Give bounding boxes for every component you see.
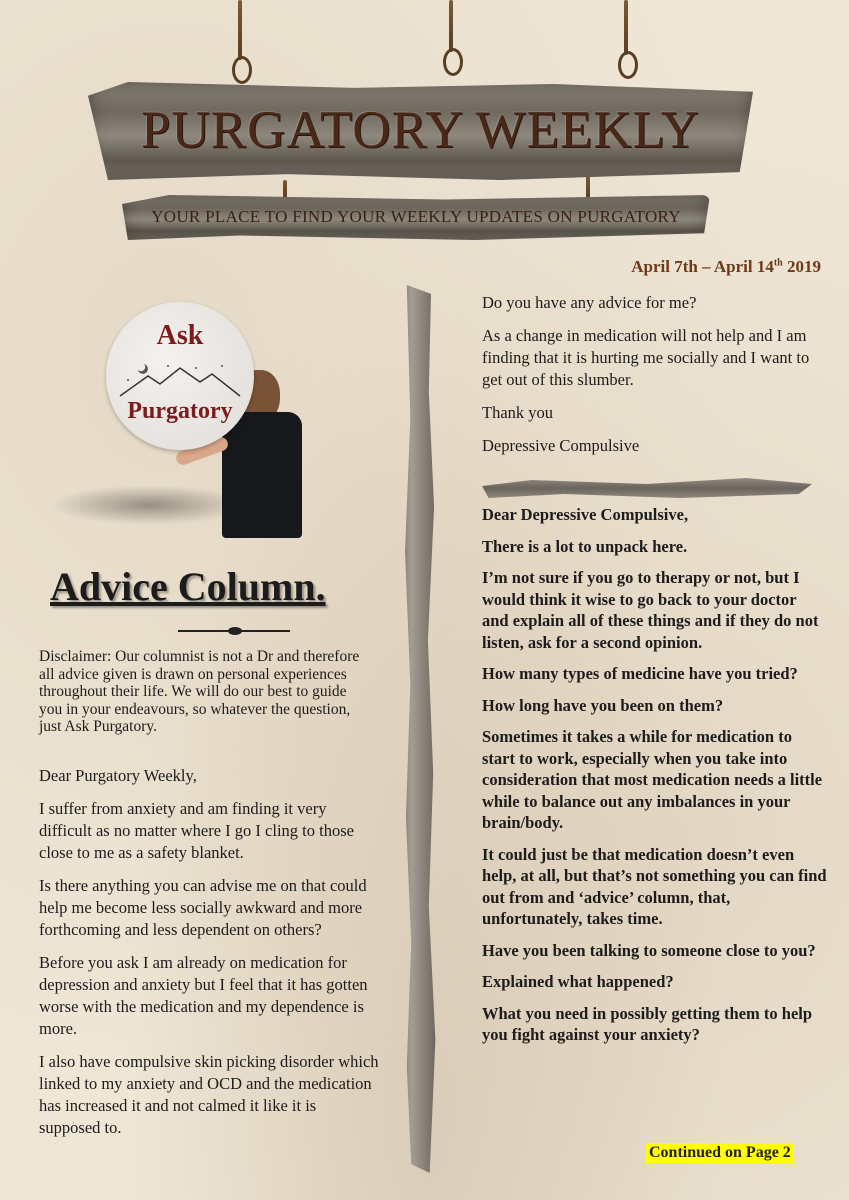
rope-loop-right	[618, 51, 638, 79]
reply-paragraph: How many types of medicine have you tried?	[482, 664, 798, 683]
person-body	[222, 412, 302, 538]
reply-paragraph: There is a lot to unpack here.	[482, 536, 688, 556]
rope-left	[238, 0, 242, 60]
small-plank-divider	[482, 478, 812, 498]
illustration-shadow	[50, 485, 250, 525]
disclaimer: Disclaimer: Our columnist is not a Dr and therefore all advice given is drawn on personal experiences throughout their life. We will do our best to guide you in your endeavours, so whatever the question, just Ask Purgatory.	[39, 648, 360, 735]
wooden-pole-divider	[398, 285, 442, 1173]
letter-paragraph: Before you ask I am already on medication for depression and anxiety but I feel that it has gotten worse with the medication and my dependence is more.	[39, 953, 368, 1038]
letter-paragraph: Do you have any advice for me?	[482, 293, 697, 312]
masthead-subtitle: YOUR PLACE TO FIND YOUR WEEKLY UPDATES ON PURGATORY	[151, 207, 681, 226]
rope-connector-right	[586, 176, 590, 198]
letter-paragraph: As a change in medication will not help and I am finding that it is hurting me socially and I want to get out of this slumber.	[482, 326, 810, 389]
logo-text-purgatory: Purgatory	[127, 398, 233, 424]
ask-purgatory-logo	[106, 302, 254, 450]
letter-greeting: Dear Purgatory Weekly,	[39, 766, 197, 785]
letter-paragraph: I also have compulsive skin picking disorder which linked to my anxiety and OCD and the medication has increased it and not calmed it like it is supposed to.	[39, 1052, 379, 1137]
logo-text-ask: Ask	[156, 320, 204, 351]
reply-column	[482, 504, 827, 1056]
reply-paragraph: Have you been talking to someone close to you?	[482, 940, 816, 960]
reply-paragraph: What you need in possibly getting them to help you fight against your anxiety?	[482, 1003, 813, 1044]
letter-paragraph: Is there anything you can advise me on that could help me become less socially awkward and more forthcoming and less dependent on others?	[39, 876, 367, 939]
mountain-icon	[118, 362, 242, 398]
rope-loop-middle	[443, 48, 463, 76]
letter-signoff: Thank you	[482, 403, 554, 422]
rope-connector-left	[283, 180, 287, 198]
letter-signature: Depressive Compulsive	[482, 436, 640, 455]
rope-loop-left	[232, 56, 252, 84]
letter-left-column	[39, 765, 379, 1150]
rope-right	[624, 0, 628, 55]
masthead-title: PURGATORY WEEKLY	[141, 101, 700, 159]
continued-on-page-link: Continued on Page 2	[646, 1143, 794, 1163]
issue-date: April 7th – April 14th 2019	[631, 257, 821, 276]
reply-paragraph: How long have you been on them?	[482, 695, 724, 715]
letter-right-column	[482, 292, 832, 468]
divider-ornament	[228, 627, 242, 635]
letter-paragraph: I suffer from anxiety and am finding it very difficult as no matter where I go I cling to those close to me as a safety blanket.	[39, 799, 354, 862]
rope-middle	[449, 0, 453, 52]
reply-paragraph: Explained what happened?	[482, 972, 674, 991]
reply-paragraph: Sometimes it takes a while for medication to start to work, especially when you take into consideration that most medication needs a little while to balance out any imbalances in your brain/body.	[482, 727, 823, 832]
reply-paragraph: It could just be that medication doesn’t even help, at all, but that’s not something you can find out from and ‘advice’ column, that, unfortunately, takes time.	[482, 844, 827, 928]
reply-greeting: Dear Depressive Compulsive,	[482, 505, 689, 524]
reply-paragraph: I’m not sure if you go to therapy or not, but I would think it wise to go back to your doctor and explain all of these things and if they do not listen, ask for a second opinion.	[482, 568, 819, 652]
section-heading: Advice Column.	[50, 564, 326, 609]
